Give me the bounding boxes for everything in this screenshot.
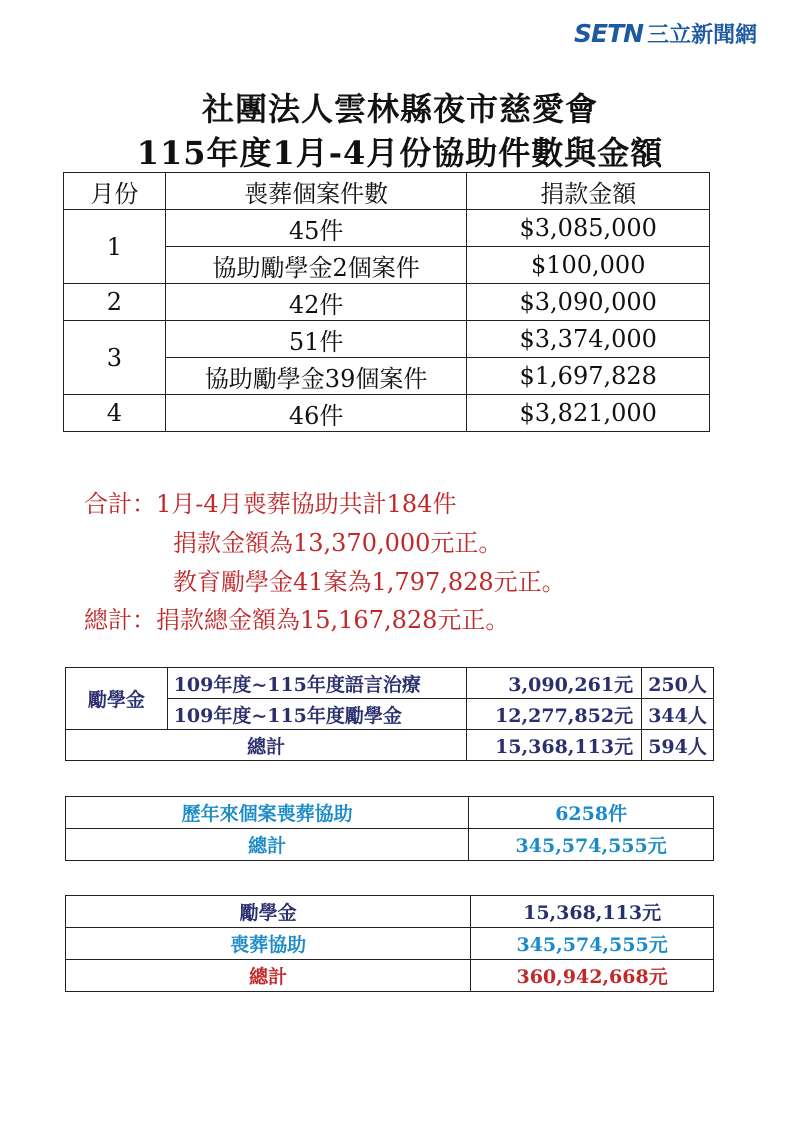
document-subtitle: 115年度1月-4月份協助件數與金額: [136, 134, 664, 172]
scholarship-row-label: 109年度~115年度勵學金: [167, 699, 467, 730]
grand-scholarship-amount: 15,368,113元: [471, 896, 714, 928]
amount-cell: $3,374,000: [467, 321, 710, 358]
monthly-assistance-table: [63, 172, 710, 432]
scholarship-table: [65, 667, 714, 761]
funeral-history-label: 歷年來個案喪葬協助: [66, 797, 469, 829]
month-cell: 4: [64, 395, 166, 432]
summary-line-donation: 捐款金額為13,370,000元正。: [173, 529, 503, 557]
summary-line-grand-total: 總計：捐款總金額為15,167,828元正。: [84, 606, 510, 634]
cases-cell: 42件: [165, 284, 467, 321]
cases-cell: 協助勵學金2個案件: [165, 247, 467, 284]
table-row: [66, 928, 714, 960]
setn-logo: [574, 18, 757, 48]
scholarship-group-label: 勵學金: [66, 668, 168, 730]
header-month: 月份: [64, 173, 166, 210]
month-cell: 2: [64, 284, 166, 321]
summary-line-total-cases: 合計：1月-4月喪葬協助共計184件: [84, 490, 457, 518]
scholarship-row-amount: 3,090,261元: [467, 668, 642, 699]
table-row: [66, 960, 714, 992]
scholarship-row-people: 344人: [642, 699, 714, 730]
grand-scholarship-label: 勵學金: [66, 896, 471, 928]
document-title: 社團法人雲林縣夜市慈愛會: [201, 90, 598, 128]
cases-cell: 51件: [165, 321, 467, 358]
amount-cell: $100,000: [467, 247, 710, 284]
logo-subtitle: 三立新聞網: [647, 22, 758, 48]
logo-brand: SETN: [574, 18, 644, 48]
table-row: [64, 210, 710, 247]
grand-total-label: 總計: [66, 960, 471, 992]
table-row: [64, 321, 710, 358]
amount-cell: $3,085,000: [467, 210, 710, 247]
funeral-history-table: [65, 796, 714, 861]
header-cases: 喪葬個案件數: [165, 173, 467, 210]
table-row: [66, 797, 714, 829]
scholarship-row-people: 250人: [642, 668, 714, 699]
table-row: [66, 829, 714, 861]
funeral-history-count: 6258件: [469, 797, 714, 829]
month-cell: 1: [64, 210, 166, 284]
table-row: [64, 395, 710, 432]
table-row: [66, 730, 714, 761]
funeral-total-label: 總計: [66, 829, 469, 861]
month-cell: 3: [64, 321, 166, 395]
table-row: [64, 284, 710, 321]
header-amount: 捐款金額: [467, 173, 710, 210]
scholarship-row-label: 109年度~115年度語言治療: [167, 668, 467, 699]
funeral-total-amount: 345,574,555元: [469, 829, 714, 861]
amount-cell: $3,090,000: [467, 284, 710, 321]
grand-funeral-label: 喪葬協助: [66, 928, 471, 960]
summary-line-scholarship: 教育勵學金41案為1,797,828元正。: [173, 568, 566, 596]
amount-cell: $1,697,828: [467, 358, 710, 395]
grand-total-amount: 360,942,668元: [471, 960, 714, 992]
table-row: [66, 668, 714, 699]
scholarship-total-amount: 15,368,113元: [467, 730, 642, 761]
cases-cell: 45件: [165, 210, 467, 247]
scholarship-total-people: 594人: [642, 730, 714, 761]
grand-total-table: [65, 895, 714, 992]
table-row: [66, 896, 714, 928]
scholarship-row-amount: 12,277,852元: [467, 699, 642, 730]
grand-funeral-amount: 345,574,555元: [471, 928, 714, 960]
cases-cell: 46件: [165, 395, 467, 432]
table-header-row: [64, 173, 710, 210]
scholarship-total-label: 總計: [66, 730, 467, 761]
cases-cell: 協助勵學金39個案件: [165, 358, 467, 395]
amount-cell: $3,821,000: [467, 395, 710, 432]
